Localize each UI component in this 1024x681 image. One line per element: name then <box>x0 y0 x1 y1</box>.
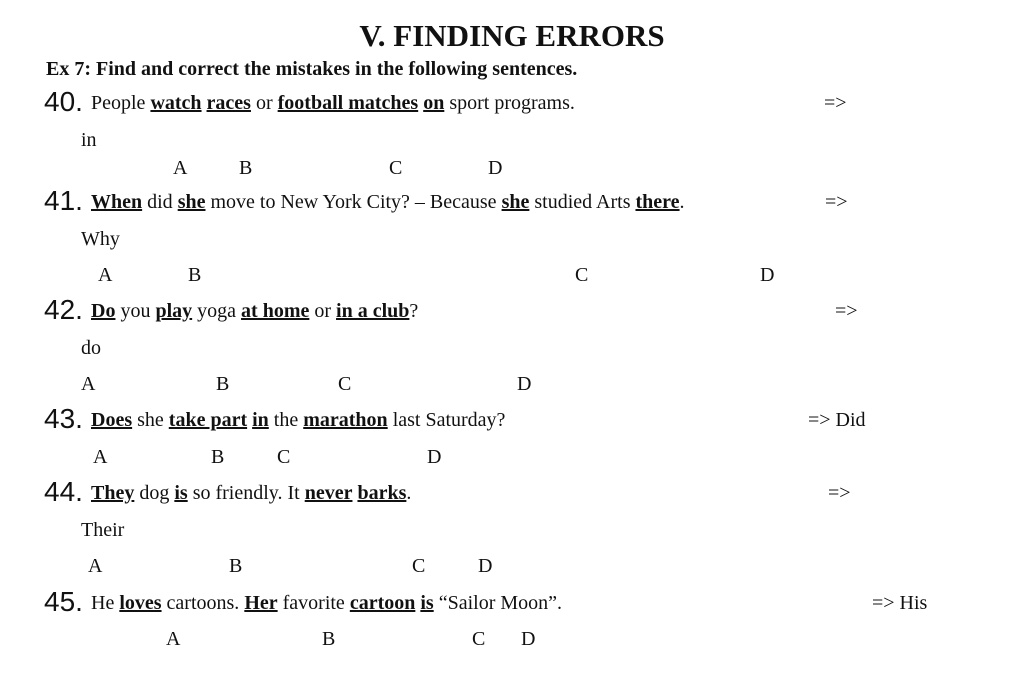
underlined-option-c: football matches <box>277 92 419 114</box>
underlined-option-b: races <box>206 92 251 114</box>
sentence-text: move to New York City? – Because <box>205 191 502 213</box>
sentence-text: last Saturday? <box>387 409 506 431</box>
option-letter: A <box>166 628 181 650</box>
sentence-text: she <box>132 409 169 431</box>
sentence-text: yoga <box>192 300 242 322</box>
underlined-option-a: When <box>91 191 143 213</box>
question-sentence <box>91 300 418 323</box>
question-number: 41. <box>44 185 83 216</box>
sentence-text: sport programs. <box>444 92 575 114</box>
page-title: V. FINDING ERRORS <box>359 18 665 53</box>
exercise-instruction: Ex 7: Find and correct the mistakes in the following sentences. <box>46 58 578 80</box>
underlined-option-c: cartoon <box>349 592 416 614</box>
option-letter: D <box>760 264 775 286</box>
underlined-option-a: Do <box>91 300 116 322</box>
option-letter: A <box>93 446 108 468</box>
correction-answer: Their <box>81 519 125 541</box>
question-sentence <box>91 191 685 214</box>
option-letter: A <box>88 555 103 577</box>
sentence-text: favorite <box>277 592 350 614</box>
underlined-option-d: in a club <box>336 300 410 322</box>
underlined-option-a: Does <box>91 409 133 431</box>
correction-answer: do <box>81 337 101 359</box>
option-letter: B <box>211 446 225 468</box>
underlined-option-d: on <box>423 92 445 114</box>
underlined-option-c: she <box>501 191 530 213</box>
option-letter: C <box>412 555 426 577</box>
underlined-option-b: Her <box>244 592 278 614</box>
sentence-text: did <box>142 191 178 213</box>
underlined-option-a: watch <box>150 92 202 114</box>
sentence-text: studied Arts <box>529 191 636 213</box>
sentence-text: or <box>250 92 278 114</box>
underlined-option-b: she <box>177 191 206 213</box>
sentence-text: dog <box>134 482 175 504</box>
sentence-text: . <box>406 482 412 504</box>
sentence-text: He <box>91 592 120 614</box>
question-sentence <box>91 592 562 615</box>
underlined-option-c: at home <box>241 300 310 322</box>
sentence-text: you <box>115 300 156 322</box>
option-letter: D <box>488 157 503 179</box>
option-letter: D <box>478 555 493 577</box>
option-letter: C <box>472 628 486 650</box>
underlined-option-a: loves <box>119 592 162 614</box>
option-letter: D <box>521 628 536 650</box>
sentence-text: or <box>309 300 337 322</box>
question-number: 40. <box>44 86 83 117</box>
correction-answer: in <box>81 129 97 151</box>
sentence-text: the <box>268 409 304 431</box>
answer-arrow: => <box>825 191 848 213</box>
sentence-text: “Sailor Moon”. <box>433 592 563 614</box>
answer-arrow: => <box>835 300 858 322</box>
sentence-text: People <box>91 92 151 114</box>
underlined-option-d: marathon <box>303 409 388 431</box>
answer-arrow: => His <box>872 592 928 614</box>
underlined-option-d: is <box>420 592 434 614</box>
underlined-option-d: barks <box>357 482 407 504</box>
option-letter: B <box>322 628 336 650</box>
option-letter: C <box>338 373 352 395</box>
option-letter: B <box>188 264 202 286</box>
sentence-text: so friendly. It <box>187 482 305 504</box>
underlined-option-b: is <box>174 482 188 504</box>
option-letter: D <box>517 373 532 395</box>
option-letter: C <box>389 157 403 179</box>
option-letter: C <box>575 264 589 286</box>
question-number: 44. <box>44 476 83 507</box>
question-sentence <box>91 482 411 505</box>
option-letter: C <box>277 446 291 468</box>
question-number: 43. <box>44 403 83 434</box>
option-letter: A <box>98 264 113 286</box>
question-number: 45. <box>44 586 83 617</box>
option-letter: B <box>229 555 243 577</box>
underlined-option-b: take part <box>168 409 248 431</box>
underlined-option-b: play <box>155 300 193 322</box>
sentence-text: cartoons. <box>161 592 245 614</box>
underlined-option-d: there <box>635 191 680 213</box>
question-number: 42. <box>44 294 83 325</box>
option-letter: D <box>427 446 442 468</box>
question-sentence <box>91 409 505 432</box>
underlined-option-a: They <box>91 482 135 504</box>
underlined-option-c: never <box>304 482 353 504</box>
question-sentence <box>91 92 575 115</box>
option-letter: A <box>173 157 188 179</box>
correction-answer: Why <box>81 228 120 250</box>
sentence-text: ? <box>409 300 419 322</box>
sentence-text: . <box>679 191 685 213</box>
underlined-option-c: in <box>252 409 269 431</box>
option-letter: B <box>239 157 253 179</box>
answer-arrow: => <box>828 482 851 504</box>
option-letter: A <box>81 373 96 395</box>
answer-arrow: => <box>824 92 847 114</box>
option-letter: B <box>216 373 230 395</box>
answer-arrow: => Did <box>808 409 866 431</box>
